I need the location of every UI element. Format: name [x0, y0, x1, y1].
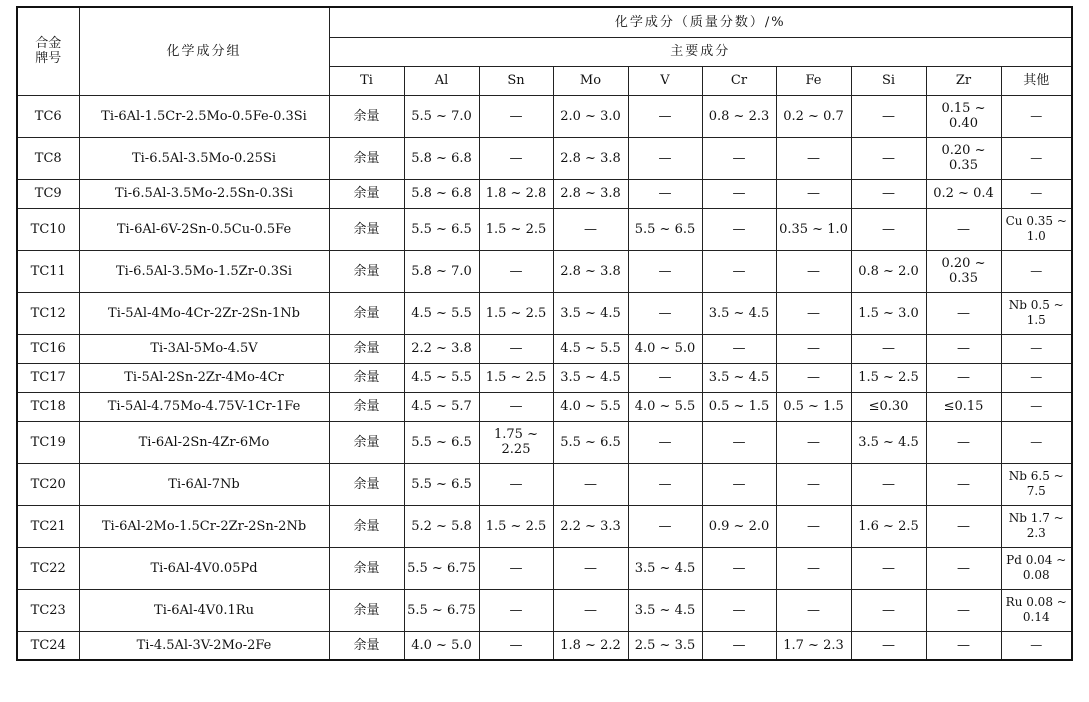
- value-cell: —: [702, 547, 776, 589]
- value-cell: —: [479, 137, 553, 179]
- value-cell: —: [479, 589, 553, 631]
- grade-cell: TC21: [17, 505, 79, 547]
- value-cell: —: [776, 421, 851, 463]
- value-cell: 2.8 ~ 3.8: [553, 137, 628, 179]
- value-cell: 5.5 ~ 6.5: [404, 421, 479, 463]
- value-cell: 3.5 ~ 4.5: [702, 292, 776, 334]
- value-cell: ≤0.15: [926, 392, 1001, 421]
- group-cell: Ti-5Al-4.75Mo-4.75V-1Cr-1Fe: [79, 392, 329, 421]
- value-cell: —: [926, 334, 1001, 363]
- value-cell: —: [926, 421, 1001, 463]
- table-row: [17, 334, 1072, 363]
- value-cell: —: [776, 547, 851, 589]
- value-cell: 4.5 ~ 5.5: [404, 292, 479, 334]
- table-row: [17, 208, 1072, 250]
- value-cell: —: [926, 589, 1001, 631]
- value-cell: —: [479, 463, 553, 505]
- value-cell: —: [851, 589, 926, 631]
- value-cell: —: [851, 547, 926, 589]
- value-cell: —: [851, 208, 926, 250]
- group-cell: Ti-6.5Al-3.5Mo-1.5Zr-0.3Si: [79, 250, 329, 292]
- value-cell: —: [628, 292, 702, 334]
- value-cell: 余量: [329, 392, 404, 421]
- table-row: [17, 392, 1072, 421]
- grade-cell: TC8: [17, 137, 79, 179]
- element-header-cell: Fe: [776, 66, 851, 95]
- value-cell: 2.8 ~ 3.8: [553, 179, 628, 208]
- element-header-cell: Ti: [329, 66, 404, 95]
- value-cell: 5.5 ~ 6.5: [553, 421, 628, 463]
- table-body: [17, 95, 1072, 660]
- value-cell: —: [702, 250, 776, 292]
- group-cell: Ti-6Al-4V0.1Ru: [79, 589, 329, 631]
- value-cell: 0.5 ~ 1.5: [776, 392, 851, 421]
- table-row: [17, 137, 1072, 179]
- value-cell: —: [926, 505, 1001, 547]
- value-cell: 0.9 ~ 2.0: [702, 505, 776, 547]
- table-row: [17, 463, 1072, 505]
- value-cell: —: [479, 250, 553, 292]
- value-cell: —: [776, 505, 851, 547]
- value-cell: 3.5 ~ 4.5: [553, 363, 628, 392]
- value-cell: —: [1001, 631, 1072, 660]
- table-row: [17, 363, 1072, 392]
- value-cell: —: [851, 463, 926, 505]
- value-cell: 5.5 ~ 6.5: [404, 208, 479, 250]
- grade-cell: TC12: [17, 292, 79, 334]
- value-cell: 余量: [329, 292, 404, 334]
- table-row: [17, 631, 1072, 660]
- grade-cell: TC24: [17, 631, 79, 660]
- value-cell: 0.2 ~ 0.4: [926, 179, 1001, 208]
- value-cell: 0.20 ~ 0.35: [926, 250, 1001, 292]
- value-cell: —: [702, 463, 776, 505]
- table-row: [17, 421, 1072, 463]
- value-cell: —: [628, 250, 702, 292]
- group-header: 化学成分组: [79, 7, 329, 95]
- value-cell: —: [926, 208, 1001, 250]
- value-cell: 余量: [329, 505, 404, 547]
- value-cell: 余量: [329, 95, 404, 137]
- composition-header: 化学成分（质量分数）/%: [329, 7, 1072, 37]
- element-header-cell: Sn: [479, 66, 553, 95]
- value-cell: —: [926, 631, 1001, 660]
- value-cell: —: [776, 179, 851, 208]
- value-cell: 0.15 ~ 0.40: [926, 95, 1001, 137]
- element-header-cell: 其他: [1001, 66, 1072, 95]
- value-cell: 5.8 ~ 6.8: [404, 137, 479, 179]
- grade-cell: TC11: [17, 250, 79, 292]
- value-cell: 余量: [329, 463, 404, 505]
- value-cell: 3.5 ~ 4.5: [628, 589, 702, 631]
- value-cell: —: [1001, 95, 1072, 137]
- value-cell: Pd 0.04 ~ 0.08: [1001, 547, 1072, 589]
- value-cell: 3.5 ~ 4.5: [702, 363, 776, 392]
- group-cell: Ti-6Al-1.5Cr-2.5Mo-0.5Fe-0.3Si: [79, 95, 329, 137]
- alloy-composition-table: [16, 6, 1073, 661]
- value-cell: 5.8 ~ 6.8: [404, 179, 479, 208]
- table-container: [16, 6, 1073, 661]
- value-cell: —: [1001, 363, 1072, 392]
- value-cell: —: [1001, 334, 1072, 363]
- value-cell: 5.5 ~ 6.75: [404, 589, 479, 631]
- group-cell: Ti-3Al-5Mo-4.5V: [79, 334, 329, 363]
- value-cell: —: [776, 292, 851, 334]
- value-cell: —: [702, 589, 776, 631]
- value-cell: —: [851, 334, 926, 363]
- group-cell: Ti-6Al-2Sn-4Zr-6Mo: [79, 421, 329, 463]
- grade-cell: TC18: [17, 392, 79, 421]
- value-cell: —: [553, 589, 628, 631]
- table-row: [17, 589, 1072, 631]
- value-cell: —: [628, 505, 702, 547]
- value-cell: —: [553, 208, 628, 250]
- value-cell: —: [1001, 421, 1072, 463]
- value-cell: —: [1001, 392, 1072, 421]
- value-cell: 3.5 ~ 4.5: [628, 547, 702, 589]
- value-cell: —: [851, 631, 926, 660]
- value-cell: —: [628, 137, 702, 179]
- value-cell: 1.5 ~ 2.5: [851, 363, 926, 392]
- value-cell: 1.6 ~ 2.5: [851, 505, 926, 547]
- value-cell: 5.5 ~ 6.5: [404, 463, 479, 505]
- group-cell: Ti-5Al-4Mo-4Cr-2Zr-2Sn-1Nb: [79, 292, 329, 334]
- value-cell: —: [926, 363, 1001, 392]
- value-cell: 4.0 ~ 5.0: [628, 334, 702, 363]
- group-cell: Ti-6.5Al-3.5Mo-2.5Sn-0.3Si: [79, 179, 329, 208]
- value-cell: 5.5 ~ 6.5: [628, 208, 702, 250]
- value-cell: 0.2 ~ 0.7: [776, 95, 851, 137]
- value-cell: 1.7 ~ 2.3: [776, 631, 851, 660]
- value-cell: —: [926, 463, 1001, 505]
- value-cell: —: [776, 250, 851, 292]
- value-cell: 1.5 ~ 2.5: [479, 363, 553, 392]
- value-cell: 4.5 ~ 5.5: [404, 363, 479, 392]
- value-cell: Cu 0.35 ~ 1.0: [1001, 208, 1072, 250]
- grade-cell: TC9: [17, 179, 79, 208]
- value-cell: 3.5 ~ 4.5: [851, 421, 926, 463]
- value-cell: 0.8 ~ 2.3: [702, 95, 776, 137]
- group-cell: Ti-4.5Al-3V-2Mo-2Fe: [79, 631, 329, 660]
- value-cell: Nb 6.5 ~ 7.5: [1001, 463, 1072, 505]
- value-cell: 0.35 ~ 1.0: [776, 208, 851, 250]
- value-cell: Nb 0.5 ~ 1.5: [1001, 292, 1072, 334]
- element-header-cell: Al: [404, 66, 479, 95]
- value-cell: 5.5 ~ 6.75: [404, 547, 479, 589]
- value-cell: 4.0 ~ 5.5: [553, 392, 628, 421]
- table-row: [17, 179, 1072, 208]
- grade-cell: TC6: [17, 95, 79, 137]
- value-cell: 余量: [329, 179, 404, 208]
- value-cell: —: [553, 547, 628, 589]
- group-cell: Ti-5Al-2Sn-2Zr-4Mo-4Cr: [79, 363, 329, 392]
- value-cell: —: [628, 421, 702, 463]
- value-cell: —: [479, 631, 553, 660]
- element-header-cell: Zr: [926, 66, 1001, 95]
- value-cell: —: [628, 363, 702, 392]
- value-cell: 4.5 ~ 5.5: [553, 334, 628, 363]
- value-cell: 1.5 ~ 2.5: [479, 208, 553, 250]
- grade-cell: TC16: [17, 334, 79, 363]
- value-cell: 1.75 ~ 2.25: [479, 421, 553, 463]
- element-header-cell: V: [628, 66, 702, 95]
- value-cell: 0.20 ~ 0.35: [926, 137, 1001, 179]
- value-cell: —: [776, 334, 851, 363]
- table-row: [17, 505, 1072, 547]
- value-cell: 余量: [329, 589, 404, 631]
- value-cell: 2.0 ~ 3.0: [553, 95, 628, 137]
- group-cell: Ti-6Al-6V-2Sn-0.5Cu-0.5Fe: [79, 208, 329, 250]
- value-cell: 0.5 ~ 1.5: [702, 392, 776, 421]
- value-cell: 2.2 ~ 3.3: [553, 505, 628, 547]
- grade-cell: TC23: [17, 589, 79, 631]
- value-cell: —: [702, 208, 776, 250]
- value-cell: —: [479, 95, 553, 137]
- group-cell: Ti-6.5Al-3.5Mo-0.25Si: [79, 137, 329, 179]
- value-cell: 1.5 ~ 2.5: [479, 292, 553, 334]
- element-header-cell: Si: [851, 66, 926, 95]
- value-cell: 4.5 ~ 5.7: [404, 392, 479, 421]
- value-cell: —: [776, 363, 851, 392]
- value-cell: —: [553, 463, 628, 505]
- value-cell: 1.8 ~ 2.2: [553, 631, 628, 660]
- value-cell: 5.2 ~ 5.8: [404, 505, 479, 547]
- value-cell: 1.5 ~ 2.5: [479, 505, 553, 547]
- value-cell: 余量: [329, 363, 404, 392]
- value-cell: 5.5 ~ 7.0: [404, 95, 479, 137]
- value-cell: 余量: [329, 421, 404, 463]
- grade-header: 合金 牌号: [17, 7, 79, 95]
- grade-cell: TC19: [17, 421, 79, 463]
- value-cell: —: [851, 137, 926, 179]
- value-cell: 余量: [329, 208, 404, 250]
- value-cell: 余量: [329, 250, 404, 292]
- value-cell: —: [479, 392, 553, 421]
- value-cell: 0.8 ~ 2.0: [851, 250, 926, 292]
- value-cell: 2.5 ~ 3.5: [628, 631, 702, 660]
- value-cell: —: [851, 95, 926, 137]
- value-cell: —: [776, 137, 851, 179]
- table-row: [17, 292, 1072, 334]
- value-cell: 1.5 ~ 3.0: [851, 292, 926, 334]
- value-cell: 2.2 ~ 3.8: [404, 334, 479, 363]
- table-row: [17, 95, 1072, 137]
- value-cell: —: [628, 95, 702, 137]
- value-cell: —: [1001, 250, 1072, 292]
- value-cell: —: [926, 547, 1001, 589]
- value-cell: 余量: [329, 631, 404, 660]
- value-cell: 4.0 ~ 5.5: [628, 392, 702, 421]
- value-cell: —: [479, 547, 553, 589]
- value-cell: Nb 1.7 ~ 2.3: [1001, 505, 1072, 547]
- value-cell: —: [702, 334, 776, 363]
- value-cell: 余量: [329, 547, 404, 589]
- value-cell: —: [851, 179, 926, 208]
- group-cell: Ti-6Al-7Nb: [79, 463, 329, 505]
- value-cell: 3.5 ~ 4.5: [553, 292, 628, 334]
- value-cell: —: [702, 137, 776, 179]
- value-cell: —: [702, 421, 776, 463]
- value-cell: —: [628, 463, 702, 505]
- element-header-cell: Mo: [553, 66, 628, 95]
- value-cell: Ru 0.08 ~ 0.14: [1001, 589, 1072, 631]
- value-cell: 2.8 ~ 3.8: [553, 250, 628, 292]
- main-components-header: 主要成分: [329, 37, 1072, 66]
- element-header-cell: Cr: [702, 66, 776, 95]
- value-cell: 1.8 ~ 2.8: [479, 179, 553, 208]
- grade-cell: TC17: [17, 363, 79, 392]
- value-cell: —: [776, 463, 851, 505]
- value-cell: —: [628, 179, 702, 208]
- value-cell: —: [702, 631, 776, 660]
- value-cell: —: [479, 334, 553, 363]
- table-row: [17, 250, 1072, 292]
- value-cell: —: [926, 292, 1001, 334]
- value-cell: —: [1001, 137, 1072, 179]
- group-cell: Ti-6Al-2Mo-1.5Cr-2Zr-2Sn-2Nb: [79, 505, 329, 547]
- value-cell: 余量: [329, 137, 404, 179]
- value-cell: 余量: [329, 334, 404, 363]
- grade-cell: TC20: [17, 463, 79, 505]
- table-row: [17, 547, 1072, 589]
- grade-cell: TC10: [17, 208, 79, 250]
- value-cell: —: [1001, 179, 1072, 208]
- group-cell: Ti-6Al-4V0.05Pd: [79, 547, 329, 589]
- value-cell: 4.0 ~ 5.0: [404, 631, 479, 660]
- grade-cell: TC22: [17, 547, 79, 589]
- value-cell: —: [776, 589, 851, 631]
- value-cell: 5.8 ~ 7.0: [404, 250, 479, 292]
- value-cell: ≤0.30: [851, 392, 926, 421]
- value-cell: —: [702, 179, 776, 208]
